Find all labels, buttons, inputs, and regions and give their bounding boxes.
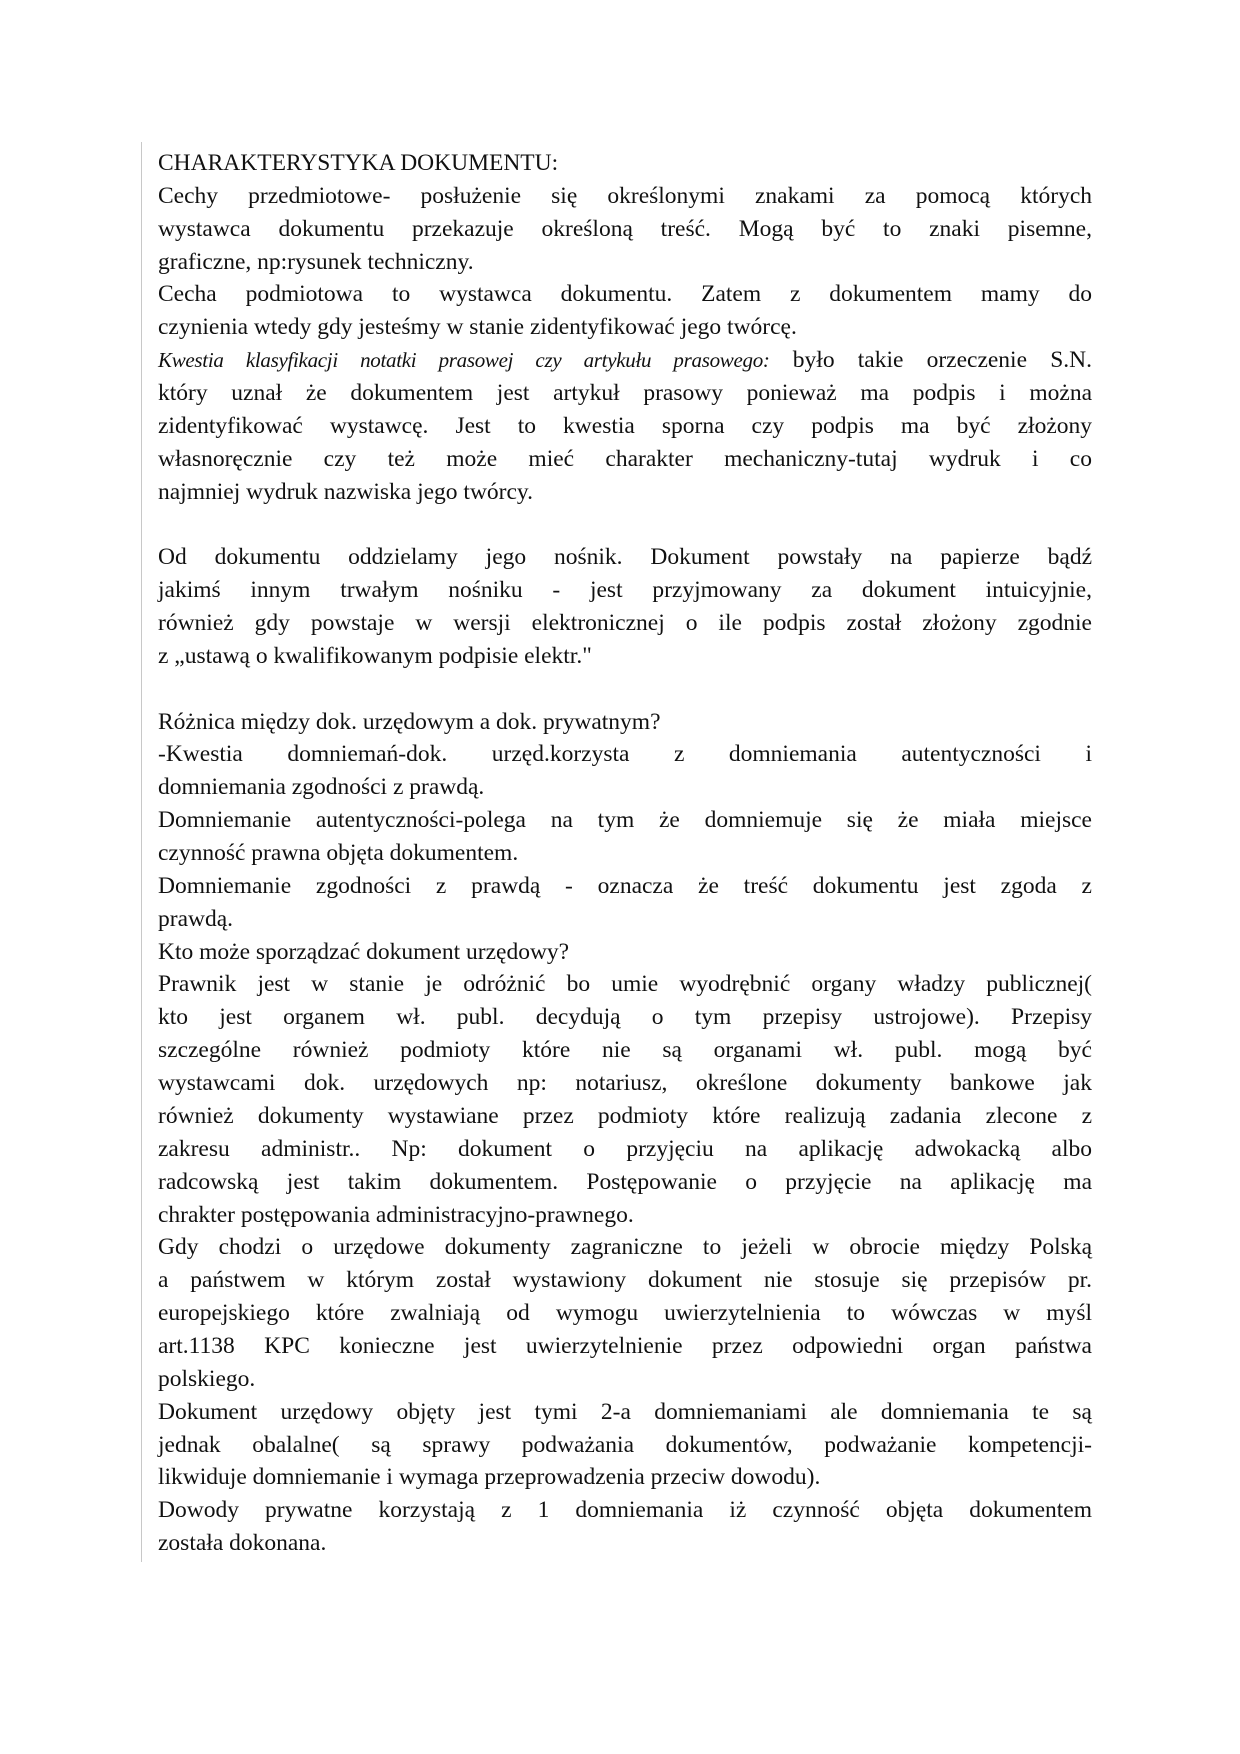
text-line: Dowody prywatne korzystają z 1 domniemania iż czynność objęta dokumentem	[158, 1497, 1092, 1524]
paragraph	[158, 1231, 1092, 1395]
text-line: likwiduje domniemanie i wymaga przeprowadzenia przeciw dowodu).	[158, 1464, 821, 1491]
text-line: została dokonana.	[158, 1530, 327, 1557]
text-line: Cecha podmiotowa to wystawca dokumentu. Zatem z dokumentem mamy do	[158, 281, 1092, 308]
text-line: Kto może sporządzać dokument urzędowy?	[158, 938, 570, 965]
paragraph	[158, 804, 1092, 870]
text-line: kto jest organem wł. publ. decydują o tym przepisy ustrojowe). Przepisy	[158, 1004, 1092, 1031]
text-line: art.1138 KPC konieczne jest uwierzytelnienie przez odpowiedni organ państwa	[158, 1332, 1092, 1359]
text-line: Domniemanie zgodności z prawdą - oznacza że treść dokumentu jest zgoda z	[158, 872, 1092, 899]
text-line: domniemania zgodności z prawdą.	[158, 774, 485, 801]
text-line: wystawca dokumentu przekazuje określoną treść. Mogą być to znaki pisemne,	[158, 215, 1092, 242]
text-line: radcowską jest takim dokumentem. Postępowanie o przyjęcie na aplikację ma	[158, 1168, 1092, 1195]
paragraph	[158, 706, 1092, 739]
text-line: czynność prawna objęta dokumentem.	[158, 840, 519, 867]
paragraph	[158, 1396, 1092, 1495]
text-line: Domniemanie autentyczności-polega na tym że domniemuje się że miała miejsce	[158, 807, 1092, 834]
text-line: graficzne, np:rysunek techniczny.	[158, 248, 474, 275]
text-line: Cechy przedmiotowe- posłużenie się określonymi znakami za pomocą których	[158, 182, 1092, 209]
text-line: europejskiego które zwalniają od wymogu uwierzytelnienia to wówczas w myśl	[158, 1300, 1092, 1327]
paragraph	[158, 1494, 1092, 1560]
text-line: najmniej wydruk nazwiska jego twórcy.	[158, 478, 534, 505]
paragraph	[158, 936, 1092, 969]
text-line: Od dokumentu oddzielamy jego nośnik. Dokument powstały na papierze bądź	[158, 544, 1092, 571]
blank-line	[158, 508, 1092, 541]
text-line	[158, 344, 1092, 377]
paragraph	[158, 968, 1092, 1231]
line-text: było takie orzeczenie S.N.	[769, 347, 1092, 374]
paragraph	[158, 278, 1092, 344]
document-title: CHARAKTERYSTYKA DOKUMENTU:	[158, 150, 559, 176]
text-line: szczególne również podmioty które nie są organami wł. publ. mogą być	[158, 1037, 1092, 1064]
paragraph	[158, 180, 1092, 279]
text-line: chrakter postępowania administracyjno-prawnego.	[158, 1201, 634, 1228]
italic-lead: Kwestia klasyfikacji notatki prasowej czy artykułu prasowego:	[158, 348, 770, 373]
text-line: własnoręcznie czy też może mieć charakter mechaniczny-tutaj wydruk i co	[158, 445, 1092, 472]
text-line: również gdy powstaje w wersji elektronicznej o ile podpis został złożony zgodnie	[158, 610, 1092, 637]
text-line: który uznał że dokumentem jest artykuł prasowy ponieważ ma podpis i można	[158, 380, 1092, 407]
text-line: jakimś innym trwałym nośniku - jest przyjmowany za dokument intuicyjnie,	[158, 577, 1092, 604]
text-line: jednak obalalne( są sprawy podważania dokumentów, podważanie kompetencji-	[158, 1431, 1092, 1458]
document-body	[158, 147, 1092, 1560]
page-margin-line	[141, 142, 142, 1562]
paragraph	[158, 344, 1092, 508]
text-line: -Kwestia domniemań-dok. urzęd.korzysta z domniemania autentyczności i	[158, 741, 1092, 768]
text-line: Gdy chodzi o urzędowe dokumenty zagraniczne to jeżeli w obrocie między Polską	[158, 1234, 1092, 1261]
paragraph	[158, 738, 1092, 804]
paragraph	[158, 870, 1092, 936]
text-line: polskiego.	[158, 1365, 256, 1392]
text-line: Różnica między dok. urzędowym a dok. prywatnym?	[158, 708, 661, 735]
text-line: Prawnik jest w stanie je odróżnić bo umie wyodrębnić organy władzy publicznej(	[158, 971, 1092, 998]
text-line: zakresu administr.. Np: dokument o przyjęciu na aplikację adwokacką albo	[158, 1135, 1092, 1162]
text-line: prawdą.	[158, 905, 234, 932]
paragraph	[158, 541, 1092, 672]
text-line: czynienia wtedy gdy jesteśmy w stanie zidentyfikować jego twórcę.	[158, 314, 797, 341]
blank-line	[158, 673, 1092, 706]
text-line: również dokumenty wystawiane przez podmioty które realizują zadania zlecone z	[158, 1102, 1092, 1129]
text-line: wystawcami dok. urzędowych np: notariusz, określone dokumenty bankowe jak	[158, 1070, 1092, 1097]
text-line: Dokument urzędowy objęty jest tymi 2-a domniemaniami ale domniemania te są	[158, 1398, 1092, 1425]
text-line: zidentyfikować wystawcę. Jest to kwestia sporna czy podpis ma być złożony	[158, 412, 1092, 439]
text-line: z „ustawą o kwalifikowanym podpisie elektr."	[158, 642, 592, 669]
text-line: a państwem w którym został wystawiony dokument nie stosuje się przepisów pr.	[158, 1267, 1092, 1294]
